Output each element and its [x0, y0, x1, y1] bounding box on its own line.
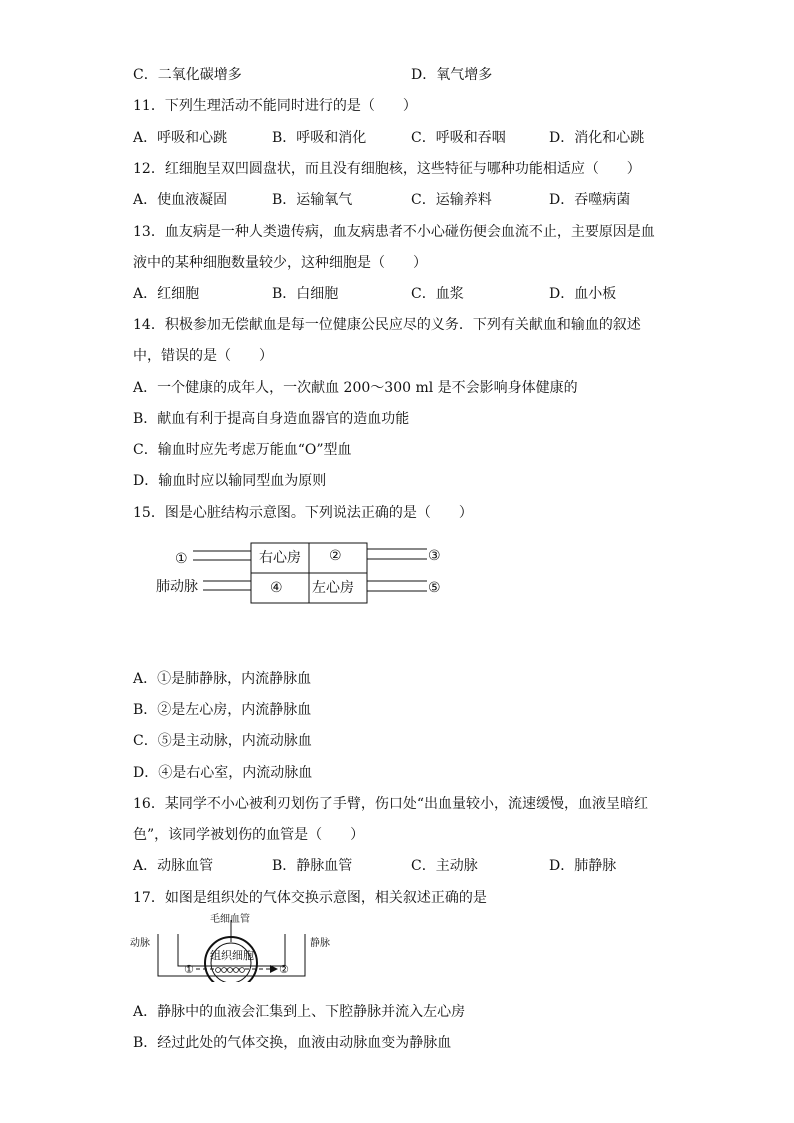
blood-cells: [216, 968, 245, 973]
label-vein: 静脉: [310, 938, 330, 949]
q17-option-b: B．经过此处的气体交换，血液由动脉血变为静脉血: [133, 1035, 452, 1051]
q11-option-c: C．呼吸和吞咽: [411, 130, 506, 146]
label-right-atrium: 右心房: [259, 550, 301, 566]
q17-stem: 17．如图是组织处的气体交换示意图，相关叙述正确的是: [133, 890, 487, 906]
label-artery: 动脉: [130, 938, 150, 949]
q14-stem-line1: 14．积极参加无偿献血是每一位健康公民应尽的义务．下列有关献血和输血的叙述: [133, 317, 641, 333]
q13-option-a: A．红细胞: [133, 286, 200, 302]
label-1: ①: [184, 963, 194, 976]
q11-option-b: B．呼吸和消化: [272, 130, 367, 146]
q16-option-b: B．静脉血管: [272, 858, 353, 874]
q14-option-b: B．献血有利于提高自身造血器官的造血功能: [133, 411, 410, 427]
label-pulmonary-artery: 肺动脉: [156, 579, 198, 595]
q15-option-d: D．④是右心室，内流动脉血: [133, 765, 313, 781]
q16-stem-line2: 色”，该同学被划伤的血管是（ ）: [133, 827, 365, 843]
label-tissue-cell: 组织细胞: [210, 949, 254, 962]
label-5: ⑤: [428, 580, 441, 596]
q12-option-d: D．吞噬病菌: [549, 192, 631, 208]
label-3: ③: [428, 548, 441, 564]
q17-option-a: A．静脉中的血液会汇集到上、下腔静脉并流入左心房: [133, 1004, 466, 1020]
label-capillary: 毛细血管: [210, 914, 250, 925]
q13-option-c: C．血浆: [411, 286, 464, 302]
q16-option-d: D．肺静脉: [549, 858, 617, 874]
label-4: ④: [270, 580, 283, 596]
label-2: ②: [279, 963, 289, 976]
q16-option-c: C．主动脉: [411, 858, 478, 874]
q15-stem: 15．图是心脏结构示意图。下列说法正确的是（ ）: [133, 505, 473, 521]
q12-option-b: B．运输氧气: [272, 192, 353, 208]
q14-option-d: D．输血时应以输同型血为原则: [133, 473, 327, 489]
q12-option-a: A．使血液凝固: [133, 192, 228, 208]
q14-stem-line2: 中，错误的是（ ）: [133, 348, 273, 364]
q13-option-b: B．白细胞: [272, 286, 339, 302]
heart-structure-diagram: [140, 536, 460, 610]
q14-option-a: A．一个健康的成年人，一次献血 200～300 ml 是不会影响身体健康的: [133, 380, 578, 396]
q15-option-c: C．⑤是主动脉，内流动脉血: [133, 733, 312, 749]
label-left-atrium: 左心房: [312, 580, 354, 596]
gas-exchange-diagram: [130, 908, 340, 982]
q12-stem: 12．红细胞呈双凹圆盘状，而且没有细胞核，这些特征与哪种功能相适应（ ）: [133, 161, 641, 177]
q13-stem-line2: 液中的某种细胞数量较少，这种细胞是（ ）: [133, 255, 427, 271]
q16-stem-line1: 16．某同学不小心被利刃划伤了手臂，伤口处“出血量较小，流速缓慢，血液呈暗红: [133, 796, 648, 812]
q16-option-a: A．动脉血管: [133, 858, 214, 874]
q13-option-d: D．血小板: [549, 286, 617, 302]
q12-option-c: C．运输养料: [411, 192, 492, 208]
q11-option-d: D．消化和心跳: [549, 130, 645, 146]
label-2: ②: [329, 548, 342, 564]
q11-option-a: A．呼吸和心跳: [133, 130, 228, 146]
q13-stem-line1: 13．血友病是一种人类遗传病，血友病患者不小心碰伤便会血流不止，主要原因是血: [133, 224, 655, 240]
q10-option-c: C．二氧化碳增多: [133, 67, 242, 83]
q14-option-c: C．输血时应先考虑万能血“O”型血: [133, 442, 352, 458]
q15-option-a: A．①是肺静脉，内流静脉血: [133, 671, 312, 687]
q11-stem: 11．下列生理活动不能同时进行的是（ ）: [133, 98, 417, 114]
label-1: ①: [175, 551, 188, 567]
q10-option-d: D．氧气增多: [411, 67, 493, 83]
q15-option-b: B．②是左心房，内流静脉血: [133, 702, 312, 718]
